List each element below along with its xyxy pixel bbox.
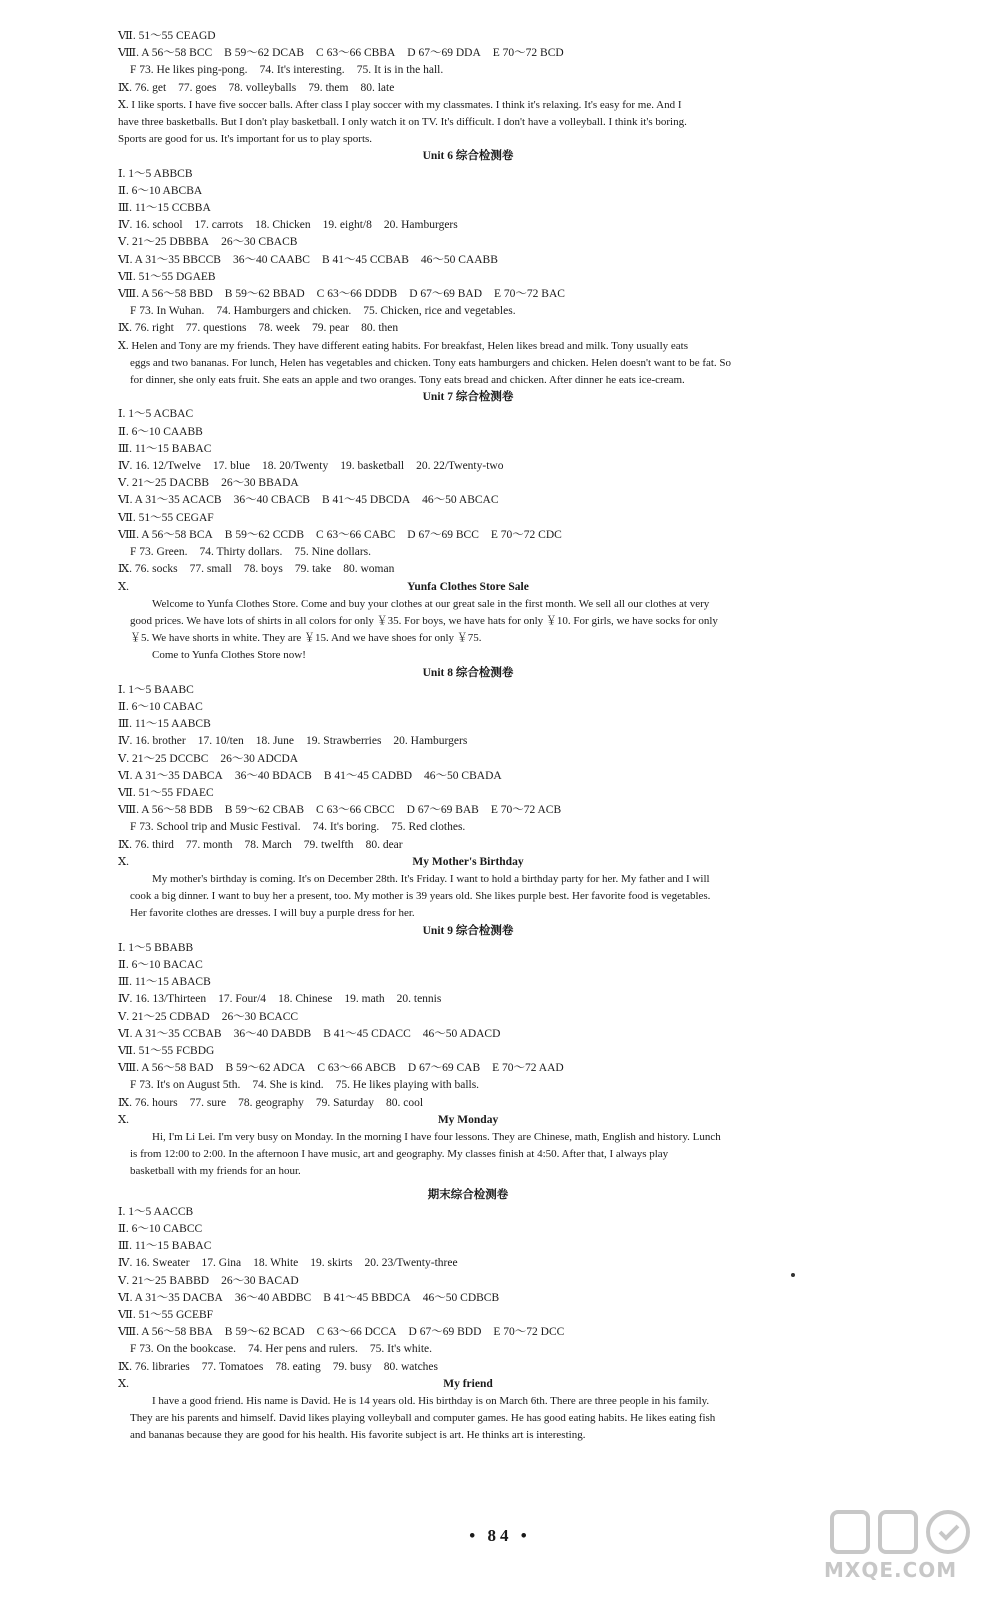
answer-line: Ⅱ. 6～10 ABCBA	[118, 184, 203, 197]
answer-line	[118, 1255, 818, 1272]
answer-group: B 59～62 BCAD	[224, 1326, 305, 1339]
essay-line: Ⅹ. Helen and Tony are my friends. They have different eating habits. For breakfast, Helen likes bread and milk. Tony usually eats	[118, 339, 688, 352]
answer-group: 74. Hamburgers and chicken.	[216, 305, 352, 318]
answer-line	[118, 527, 818, 544]
unit-7-section	[118, 389, 818, 664]
essay-line: ￥5. We have shorts in white. They are ￥15. And we have shoes for only ￥75.	[130, 632, 482, 645]
answer-group: Ⅷ. A 56～58 BDB	[118, 804, 213, 817]
essay-line: cook a big dinner. I want to buy her a present, too. My mother is 39 years old. She likes purple best. Her favorite food is vegetables.	[130, 890, 711, 903]
essay-line: Ⅹ. I like sports. I have five soccer balls. After class I play soccer with my classmates. I think it's relaxing. It's easy for me. And I	[118, 98, 682, 111]
watermark-glyph-icon	[818, 1506, 988, 1566]
answer-group: 74. Thirty dollars.	[199, 546, 283, 559]
essay-line: Welcome to Yunfa Clothes Store. Come and buy your clothes at our great sale in the first month. We sell all our clothes at very	[152, 597, 710, 610]
answer-line	[118, 475, 818, 492]
answer-group: D 67～69 CAB	[407, 1062, 481, 1075]
answer-group: 36～40 BDACB	[234, 769, 312, 782]
answer-line	[118, 802, 818, 819]
answer-group: Ⅳ. 16. 13/Thirteen	[118, 993, 207, 1006]
essay-line: I have a good friend. His name is David. He is 14 years old. His birthday is on March 6th. There are three people in his family.	[152, 1394, 710, 1407]
essay-header	[118, 1112, 818, 1129]
answer-line: Ⅱ. 6～10 BACAC	[118, 958, 203, 971]
answer-group: Ⅴ. 21～25 DACBB	[118, 477, 210, 490]
answer-group: E 70～72 BAC	[494, 288, 565, 301]
answer-line	[118, 303, 818, 320]
answer-line	[118, 286, 818, 303]
answer-group: F 73. In Wuhan.	[130, 305, 205, 318]
answer-group: Ⅳ. 16. brother	[118, 735, 186, 748]
essay-line: have three basketballs. But I don't play basketball. I only watch it on TV. It's difficult. I don't have a volleyball. I think it's boring.	[118, 116, 687, 129]
answer-group: E 70～72 BCD	[492, 47, 564, 60]
answer-group: 36～40 CAABC	[232, 253, 310, 266]
answer-group: 77. month	[185, 838, 233, 851]
essay-line: Her favorite clothes are dresses. I will buy a purple dress for her.	[130, 907, 415, 920]
answer-group: 75. Chicken, rice and vegetables.	[363, 305, 516, 318]
essay-line: basketball with my friends for an hour.	[130, 1165, 301, 1178]
answer-line	[118, 1060, 818, 1077]
answer-group: 18. 20/Twenty	[261, 460, 329, 473]
answer-group: 17. 10/ten	[197, 735, 244, 748]
answer-group: B 59～62 CCDB	[224, 528, 305, 541]
essay-line: They are his parents and himself. David likes playing volleyball and computer games. He has good eating habits. He likes eating fish	[130, 1412, 716, 1425]
essay-line: is from 12:00 to 2:00. In the afternoon I have music, art and geography. My classes finish at 4:50. After that, I always play	[130, 1148, 669, 1161]
answer-group: 17. Gina	[201, 1257, 242, 1270]
answer-line	[118, 751, 818, 768]
answer-group: E 70～72 DCC	[493, 1326, 565, 1339]
answer-group: Ⅸ. 76. third	[118, 838, 174, 851]
answer-group: 74. It's interesting.	[259, 64, 345, 77]
answer-group: Ⅴ. 21～25 BABBD	[118, 1274, 210, 1287]
answer-group: 77. questions	[185, 322, 247, 335]
answer-line	[118, 544, 818, 561]
answer-line: Ⅶ. 51～55 CEAGD	[118, 30, 216, 42]
watermark-text: MXQE.COM	[824, 1558, 958, 1582]
answer-group: 26～30 BACAD	[221, 1274, 299, 1287]
essay-line: Hi, I'm Li Lei. I'm very busy on Monday. In the morning I have four lessons. They are Chinese, math, English and history. Lunch	[152, 1130, 721, 1143]
answer-group: B 59～62 DCAB	[224, 47, 305, 60]
answer-line	[118, 1077, 818, 1094]
answer-group: D 67～69 BDD	[408, 1326, 482, 1339]
answer-group: Ⅸ. 76. right	[118, 322, 174, 335]
answer-group: Ⅵ. A 31～35 CCBAB	[118, 1027, 222, 1040]
answer-group: 79. them	[308, 81, 349, 94]
unit-8-section	[118, 665, 818, 923]
essay-header	[118, 579, 818, 596]
answer-group: 17. Four/4	[218, 993, 267, 1006]
answer-group: F 73. It's on August 5th.	[130, 1079, 241, 1092]
answer-group: Ⅵ. A 31～35 ACACB	[118, 494, 222, 507]
answer-line: Ⅶ. 51～55 FCBDG	[118, 1044, 215, 1057]
answer-group: 78. week	[258, 322, 301, 335]
answer-group: Ⅳ. 16. 12/Twelve	[118, 460, 201, 473]
answer-line: Ⅰ. 1～5 AACCB	[118, 1205, 194, 1218]
answer-line	[118, 991, 818, 1008]
essay-title: My Monday	[437, 1113, 499, 1126]
answer-group: 80. then	[361, 322, 399, 335]
essay-title: Yunfa Clothes Store Sale	[407, 580, 529, 593]
section-title: Unit 8 综合检测卷	[422, 666, 514, 679]
answer-group: 77. sure	[189, 1096, 227, 1109]
answer-group: Ⅷ. A 56～58 BAD	[118, 1062, 214, 1075]
answer-line: Ⅰ. 1～5 ACBAC	[118, 408, 194, 421]
answer-group: 46～50 CBADA	[424, 769, 502, 782]
answer-group: 77. goes	[178, 81, 217, 94]
answer-group: 19. math	[344, 993, 385, 1006]
answer-group: 79. take	[294, 563, 332, 576]
answer-group: 74. She is kind.	[252, 1079, 324, 1092]
answer-group: F 73. School trip and Music Festival.	[130, 821, 301, 834]
essay	[118, 338, 818, 390]
answer-group: Ⅷ. A 56～58 BCA	[118, 528, 213, 541]
essay-line: for dinner, she only eats fruit. She eats an apple and two oranges. Tony eats bread and chicken. After dinner he eats ice-cream.	[130, 374, 685, 387]
answer-group: 20. Hamburgers	[393, 735, 468, 748]
section-number: Ⅹ.	[118, 580, 130, 593]
answer-group: B 59～62 CBAB	[224, 804, 305, 817]
answer-group: 18. June	[255, 735, 295, 748]
answer-group: Ⅸ. 76. libraries	[118, 1360, 190, 1373]
answer-group: D 67～69 BAD	[409, 288, 483, 301]
answer-group: 77. Tomatoes	[201, 1360, 264, 1373]
answer-group: 19. skirts	[310, 1257, 353, 1270]
answer-group: 18. Chinese	[278, 993, 333, 1006]
answer-group: 46～50 ABCAC	[422, 494, 499, 507]
answer-group: 78. volleyballs	[228, 81, 297, 94]
answer-group: B 41～45 CADBD	[323, 769, 413, 782]
answer-line	[118, 561, 818, 578]
answer-line: Ⅲ. 11～15 BABAC	[118, 1240, 212, 1253]
unit-6-section	[118, 148, 818, 389]
answer-group: 79. pear	[312, 322, 350, 335]
answer-group: 19. Strawberries	[306, 735, 382, 748]
answer-group: 46～50 CDBCB	[422, 1291, 500, 1304]
answer-group: 26～30 ADCDA	[220, 752, 299, 765]
section-number: Ⅹ.	[118, 1377, 130, 1390]
section-title: Unit 6 综合检测卷	[422, 150, 514, 163]
answer-group: 20. tennis	[396, 993, 442, 1006]
answer-line: Ⅶ. 51～55 FDAEC	[118, 786, 214, 799]
answer-group: B 59～62 ADCA	[225, 1062, 306, 1075]
answer-group: 78. geography	[238, 1096, 304, 1109]
answer-group: C 63～66 ABCB	[317, 1062, 396, 1075]
answer-line	[118, 80, 818, 97]
answer-group: Ⅷ. A 56～58 BBA	[118, 1326, 213, 1339]
answer-line	[118, 1341, 818, 1358]
answer-group: 79. busy	[332, 1360, 372, 1373]
answer-group: 80. watches	[383, 1360, 439, 1373]
answer-group: B 41～45 CCBAB	[321, 253, 409, 266]
section-number: Ⅹ.	[118, 855, 130, 868]
answer-line	[118, 234, 818, 251]
answer-line	[118, 62, 818, 79]
answer-line: Ⅰ. 1～5 BAABC	[118, 683, 194, 696]
answer-group: 74. Her pens and rulers.	[248, 1343, 358, 1356]
stray-mark	[791, 1273, 795, 1277]
final-exam-section	[118, 1187, 818, 1445]
answer-group: C 63～66 CBCC	[316, 804, 395, 817]
answer-group: E 70～72 AAD	[492, 1062, 564, 1075]
answer-group: 75. It is in the hall.	[356, 64, 444, 77]
answer-group: E 70～72 CDC	[490, 528, 562, 541]
answer-group: Ⅸ. 76. socks	[118, 563, 178, 576]
essay-line: and bananas because they are good for his health. His favorite subject is art. He thinks art is interesting.	[130, 1429, 586, 1442]
answer-group: F 73. On the bookcase.	[130, 1343, 237, 1356]
answer-line	[118, 252, 818, 269]
page-number: • 84 •	[469, 1526, 531, 1545]
essay-header	[118, 854, 818, 871]
essay-line: My mother's birthday is coming. It's on December 28th. It's Friday. I want to hold a birthday party for her. My father and I will	[152, 872, 710, 885]
essay-header	[118, 1376, 818, 1393]
answer-content	[118, 28, 818, 1445]
answer-group: 46～50 ADACD	[422, 1027, 501, 1040]
answer-group: 80. late	[360, 81, 395, 94]
answer-group: 19. eight/8	[322, 219, 372, 232]
answer-group: Ⅴ. 21～25 DCCBC	[118, 752, 209, 765]
answer-group: Ⅷ. A 56～58 BCC	[118, 47, 213, 60]
answer-group: 75. He likes playing with balls.	[335, 1079, 480, 1092]
answer-group: 17. carrots	[194, 219, 244, 232]
answer-line: Ⅲ. 11～15 AABCB	[118, 718, 211, 731]
answer-line	[118, 1273, 818, 1290]
answer-line	[118, 217, 818, 234]
answer-group: B 41～45 BBDCA	[323, 1291, 411, 1304]
answer-line	[118, 320, 818, 337]
essay-title: My friend	[443, 1377, 493, 1390]
answer-group: 80. dear	[365, 838, 403, 851]
previous-unit-tail	[118, 28, 818, 148]
answer-group: D 67～69 BCC	[407, 528, 479, 541]
answer-group: Ⅸ. 76. hours	[118, 1096, 178, 1109]
essay-line: eggs and two bananas. For lunch, Helen has vegetables and chicken. Tony eats hamburgers and chicken. Helen doesn't want to be fat. So	[130, 356, 732, 369]
answer-group: 80. woman	[343, 563, 395, 576]
answer-group: 17. blue	[212, 460, 250, 473]
answer-group: D 67～69 DDA	[407, 47, 481, 60]
answer-line: Ⅲ. 11～15 ABACB	[118, 976, 211, 989]
answer-line	[118, 1290, 818, 1307]
answer-group: 19. basketball	[340, 460, 405, 473]
unit-9-section	[118, 923, 818, 1181]
answer-group: Ⅵ. A 31～35 BBCCB	[118, 253, 221, 266]
answer-group: Ⅴ. 21～25 DBBBA	[118, 236, 210, 249]
answer-group: F 73. He likes ping-pong.	[130, 64, 248, 77]
answer-group: C 63～66 CBBA	[316, 47, 396, 60]
answer-group: 77. small	[189, 563, 232, 576]
answer-group: Ⅷ. A 56～58 BBD	[118, 288, 213, 301]
section-number: Ⅹ.	[118, 1113, 130, 1126]
answer-line: Ⅱ. 6～10 CABAC	[118, 700, 203, 713]
answer-line	[118, 768, 818, 785]
answer-group: C 63～66 CABC	[316, 528, 396, 541]
answer-line	[118, 837, 818, 854]
answer-group: F 73. Green.	[130, 546, 188, 559]
answer-group: 18. Chicken	[255, 219, 311, 232]
answer-group: 46～50 CAABB	[420, 253, 498, 266]
answer-group: Ⅳ. 16. Sweater	[118, 1257, 190, 1270]
answer-group: B 59～62 BBAD	[224, 288, 305, 301]
essay-line: good prices. We have lots of shirts in all colors for only ￥35. For boys, we have hats for only ￥10. For girls, we have socks for only	[130, 614, 718, 627]
essay-line: Sports are good for us. It's important for us to play sports.	[118, 133, 373, 146]
answer-line	[118, 1324, 818, 1341]
answer-line	[118, 1095, 818, 1112]
answer-line	[118, 492, 818, 509]
essay	[118, 97, 818, 149]
answer-group: 78. boys	[243, 563, 283, 576]
answer-group: 36～40 CBACB	[233, 494, 310, 507]
answer-line	[118, 733, 818, 750]
section-title: 期末综合检测卷	[427, 1188, 509, 1201]
answer-line: Ⅶ. 51～55 DGAEB	[118, 270, 216, 283]
section-title: Unit 9 综合检测卷	[422, 924, 514, 937]
answer-group: 75. It's white.	[369, 1343, 433, 1356]
answer-group: Ⅴ. 21～25 CDBAD	[118, 1010, 210, 1023]
essay	[118, 1393, 818, 1445]
answer-group: C 63～66 DCCA	[316, 1326, 397, 1339]
answer-group: 78. March	[244, 838, 292, 851]
essay	[118, 596, 818, 665]
answer-group: 18. White	[253, 1257, 299, 1270]
section-title: Unit 7 综合检测卷	[422, 391, 514, 404]
answer-line	[118, 45, 818, 62]
answer-group: 20. Hamburgers	[383, 219, 458, 232]
essay-title: My Mother's Birthday	[412, 855, 524, 868]
answer-group: Ⅵ. A 31～35 DABCA	[118, 769, 223, 782]
essay-line: Come to Yunfa Clothes Store now!	[152, 649, 306, 662]
answer-line: Ⅲ. 11～15 BABAC	[118, 442, 212, 455]
essay	[118, 871, 818, 923]
answer-line: Ⅰ. 1～5 ABBCB	[118, 167, 193, 180]
answer-group: 36～40 DABDB	[233, 1027, 312, 1040]
answer-group: 75. Nine dollars.	[294, 546, 371, 559]
answer-group: 20. 23/Twenty-three	[364, 1257, 458, 1270]
answer-group: 26～30 BCACC	[221, 1010, 299, 1023]
answer-group: Ⅳ. 16. school	[118, 219, 183, 232]
answer-line: Ⅶ. 51～55 GCEBF	[118, 1308, 214, 1321]
answer-group: D 67～69 BAB	[406, 804, 479, 817]
answer-group: C 63～66 DDDB	[316, 288, 398, 301]
answer-line	[118, 1359, 818, 1376]
answer-group: 80. cool	[386, 1096, 424, 1109]
answer-group: 75. Red clothes.	[391, 821, 466, 834]
answer-line: Ⅱ. 6～10 CABCC	[118, 1222, 203, 1235]
answer-line	[118, 819, 818, 836]
answer-line: Ⅱ. 6～10 CAABB	[118, 425, 203, 438]
answer-group: 74. It's boring.	[312, 821, 380, 834]
answer-group: 78. eating	[275, 1360, 321, 1373]
answer-group: 26～30 BBADA	[221, 477, 299, 490]
answer-group: B 41～45 CDACC	[323, 1027, 411, 1040]
answer-group: 20. 22/Twenty-two	[416, 460, 504, 473]
answer-line	[118, 1026, 818, 1043]
answer-group: 79. Saturday	[315, 1096, 375, 1109]
answer-line: Ⅲ. 11～15 CCBBA	[118, 202, 211, 215]
answer-group: Ⅵ. A 31～35 DACBA	[118, 1291, 223, 1304]
watermark-logo	[818, 1506, 988, 1588]
answer-group: B 41～45 DBCDA	[321, 494, 411, 507]
answer-line	[118, 1009, 818, 1026]
answer-group: Ⅸ. 76. get	[118, 81, 167, 94]
answer-line: Ⅶ. 51～55 CEGAF	[118, 511, 214, 524]
answer-group: 36～40 ABDBC	[234, 1291, 312, 1304]
answer-line: Ⅰ. 1～5 BBABB	[118, 941, 194, 954]
answer-group: 26～30 CBACB	[221, 236, 298, 249]
essay	[118, 1129, 818, 1181]
answer-group: 79. twelfth	[303, 838, 354, 851]
answer-group: E 70～72 ACB	[490, 804, 562, 817]
answer-line	[118, 458, 818, 475]
